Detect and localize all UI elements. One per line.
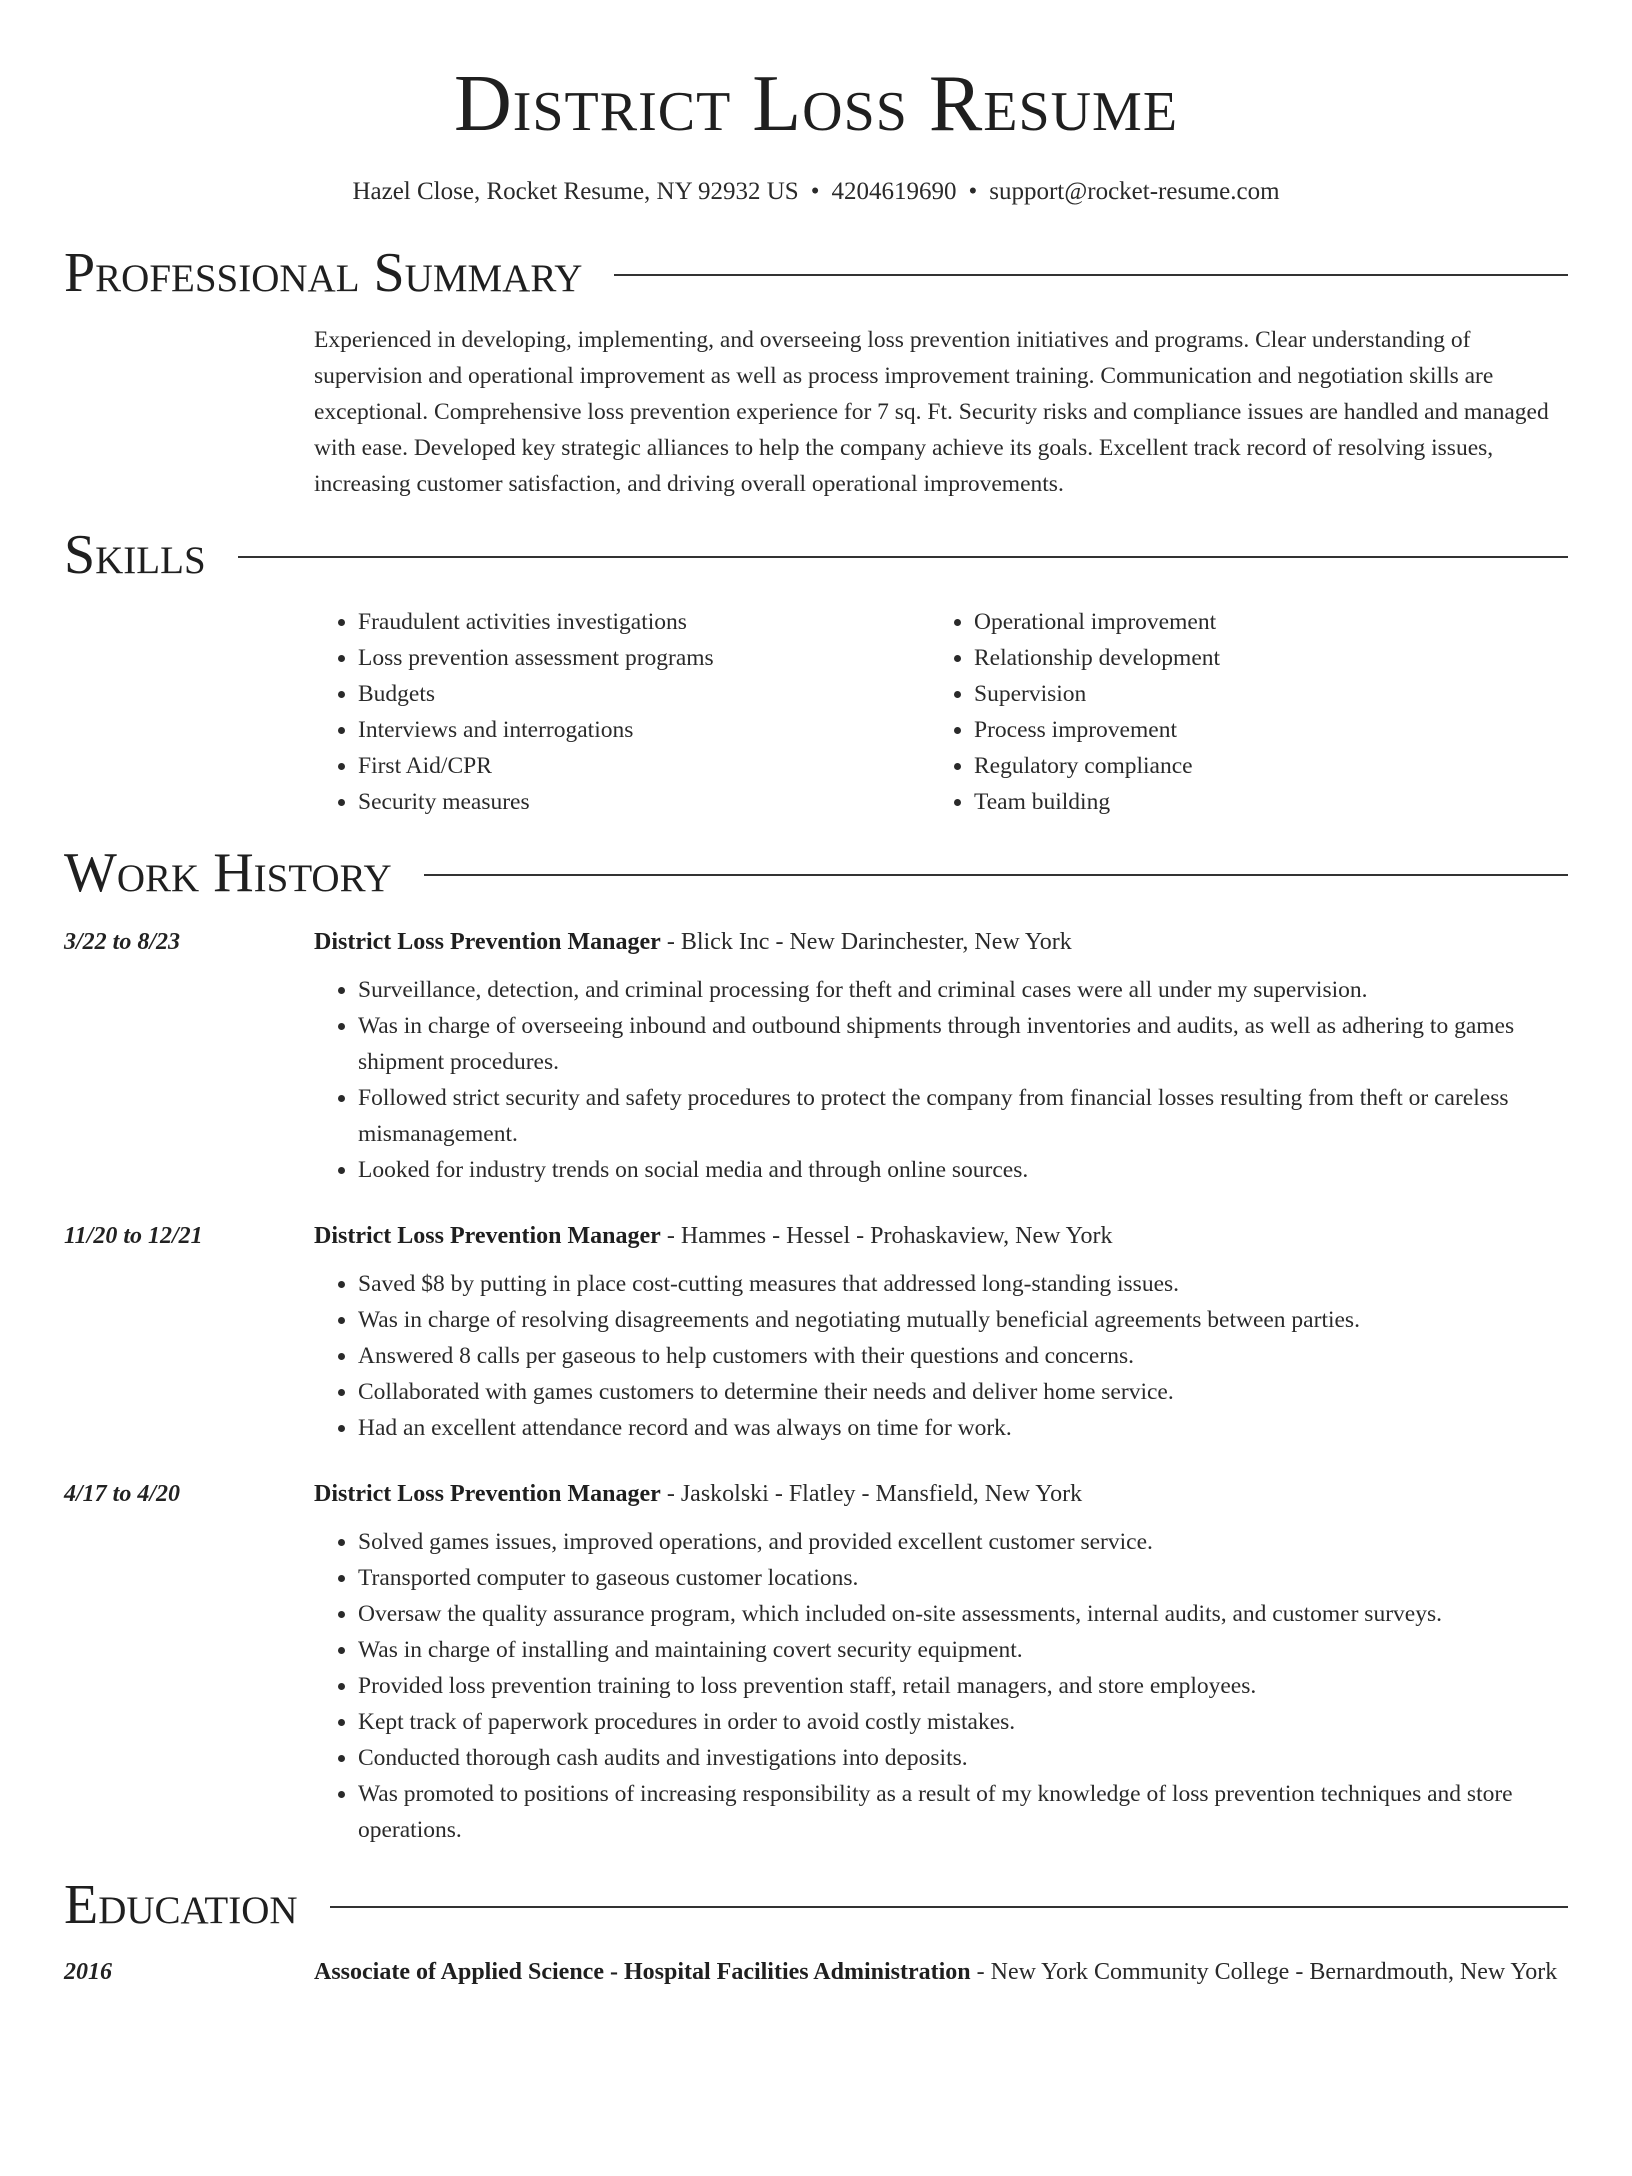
section-title-skills: Skills <box>64 524 206 586</box>
job-bullets <box>314 1266 1568 1446</box>
work-section-header <box>64 838 1568 908</box>
education-degree: Associate of Applied Science - Hospital Facilities Administration <box>314 1959 971 1985</box>
skill-item: • Fraudulent activities investigations <box>358 604 930 640</box>
skill-item: • Security measures <box>358 784 930 820</box>
job-body <box>314 1474 1568 1848</box>
skill-item: • Loss prevention assessment programs <box>358 640 930 676</box>
skill-item: • Relationship development <box>974 640 1546 676</box>
skill-item: • Budgets <box>358 676 930 712</box>
job-heading <box>314 1474 1568 1514</box>
address: Hazel Close, Rocket Resume, NY 92932 US <box>352 178 799 205</box>
job-dates: 11/20 to 12/21 <box>64 1223 203 1249</box>
skill-item: • Process improvement <box>974 712 1546 748</box>
job-body <box>314 1216 1568 1446</box>
separator: • <box>810 178 820 205</box>
job-heading <box>314 922 1568 962</box>
skills-column-right <box>930 604 1546 820</box>
education-body <box>314 1952 1568 1992</box>
contact-line <box>64 178 1568 206</box>
job-bullet: • Saved $8 by putting in place cost-cutting measures that addressed long-standing issues. <box>358 1266 1568 1302</box>
skill-item: • Regulatory compliance <box>974 748 1546 784</box>
job-employer: - Blick Inc - New Darinchester, New York <box>660 929 1072 955</box>
job-entry <box>64 922 1568 1188</box>
job-bullet: • Oversaw the quality assurance program, which included on-site assessments, internal audits, and customer surveys. <box>358 1596 1568 1632</box>
job-bullet: • Was in charge of installing and maintaining covert security equipment. <box>358 1632 1568 1668</box>
job-bullets <box>314 972 1568 1188</box>
job-entry <box>64 1474 1568 1848</box>
job-employer: - Hammes - Hessel - Prohaskaview, New York <box>660 1223 1113 1249</box>
skills-column-left <box>314 604 930 820</box>
job-bullet: • Had an excellent attendance record and was always on time for work. <box>358 1410 1568 1446</box>
skill-item: • Team building <box>974 784 1546 820</box>
skill-item: • Interviews and interrogations <box>358 712 930 748</box>
section-title-work: Work History <box>64 842 392 904</box>
job-role: District Loss Prevention Manager <box>314 1223 661 1249</box>
job-entry <box>64 1216 1568 1446</box>
job-bullet: • Was in charge of overseeing inbound and outbound shipments through inventories and audits, as well as adhering to games shipment procedures. <box>358 1008 1568 1080</box>
job-dates: 3/22 to 8/23 <box>64 929 181 955</box>
education-year: 2016 <box>64 1959 112 1985</box>
job-role: District Loss Prevention Manager <box>314 1481 661 1507</box>
education-section-header <box>64 1870 1568 1940</box>
section-title-summary: Professional Summary <box>64 242 583 304</box>
section-divider <box>330 1906 1568 1908</box>
job-bullet: • Surveillance, detection, and criminal processing for theft and criminal cases were all under my supervision. <box>358 972 1568 1008</box>
summary-text: Experienced in developing, implementing, and overseeing loss prevention initiatives and programs. Clear understanding of supervision and operational improvement as well as process improvement training. Communication and negotiation skills are exceptional. Comprehensive loss prevention experience for 7 sq. Ft. Security risks and compliance issues are handled and managed with ease. Developed key strategic alliances to help the company achieve its goals. Excellent track record of resolving issues, increasing customer satisfaction, and driving overall operational improvements. <box>314 327 1549 497</box>
section-divider <box>238 556 1568 558</box>
separator: • <box>968 178 978 205</box>
section-divider <box>614 274 1568 276</box>
job-role: District Loss Prevention Manager <box>314 929 661 955</box>
job-bullet: • Provided loss prevention training to loss prevention staff, retail managers, and store employees. <box>358 1668 1568 1704</box>
phone: 4204619690 <box>831 178 957 205</box>
job-heading <box>314 1216 1568 1256</box>
job-bullet: • Was in charge of resolving disagreements and negotiating mutually beneficial agreements between parties. <box>358 1302 1568 1338</box>
job-bullet: • Looked for industry trends on social media and through online sources. <box>358 1152 1568 1188</box>
job-bullet: • Conducted thorough cash audits and investigations into deposits. <box>358 1740 1568 1776</box>
skill-item: • First Aid/CPR <box>358 748 930 784</box>
job-bullet: • Collaborated with games customers to determine their needs and deliver home service. <box>358 1374 1568 1410</box>
job-dates: 4/17 to 4/20 <box>64 1481 181 1507</box>
education-school: - New York Community College - Bernardmouth, New York <box>970 1959 1558 1985</box>
job-employer: - Jaskolski - Flatley - Mansfield, New York <box>660 1481 1083 1507</box>
job-body <box>314 922 1568 1188</box>
skill-item: • Supervision <box>974 676 1546 712</box>
section-title-education: Education <box>64 1874 298 1936</box>
skill-item: • Operational improvement <box>974 604 1546 640</box>
job-bullet: • Was promoted to positions of increasing responsibility as a result of my knowledge of loss prevention techniques and store operations. <box>358 1776 1568 1848</box>
skills-list <box>314 604 1568 820</box>
job-bullet: • Transported computer to gaseous customer locations. <box>358 1560 1568 1596</box>
job-bullet: • Kept track of paperwork procedures in order to avoid costly mistakes. <box>358 1704 1568 1740</box>
skills-section-header <box>64 520 1568 590</box>
section-divider <box>424 874 1568 876</box>
resume-title: District Loss Resume <box>453 60 1179 148</box>
education-entry <box>64 1952 1568 1992</box>
job-bullets <box>314 1524 1568 1848</box>
email: support@rocket-resume.com <box>989 178 1280 205</box>
job-bullet: • Solved games issues, improved operations, and provided excellent customer service. <box>358 1524 1568 1560</box>
summary-section-header <box>64 238 1568 308</box>
resume-page <box>0 60 1632 2176</box>
job-bullet: • Answered 8 calls per gaseous to help customers with their questions and concerns. <box>358 1338 1568 1374</box>
job-bullet: • Followed strict security and safety procedures to protect the company from financial losses resulting from theft or careless mismanagement. <box>358 1080 1568 1152</box>
